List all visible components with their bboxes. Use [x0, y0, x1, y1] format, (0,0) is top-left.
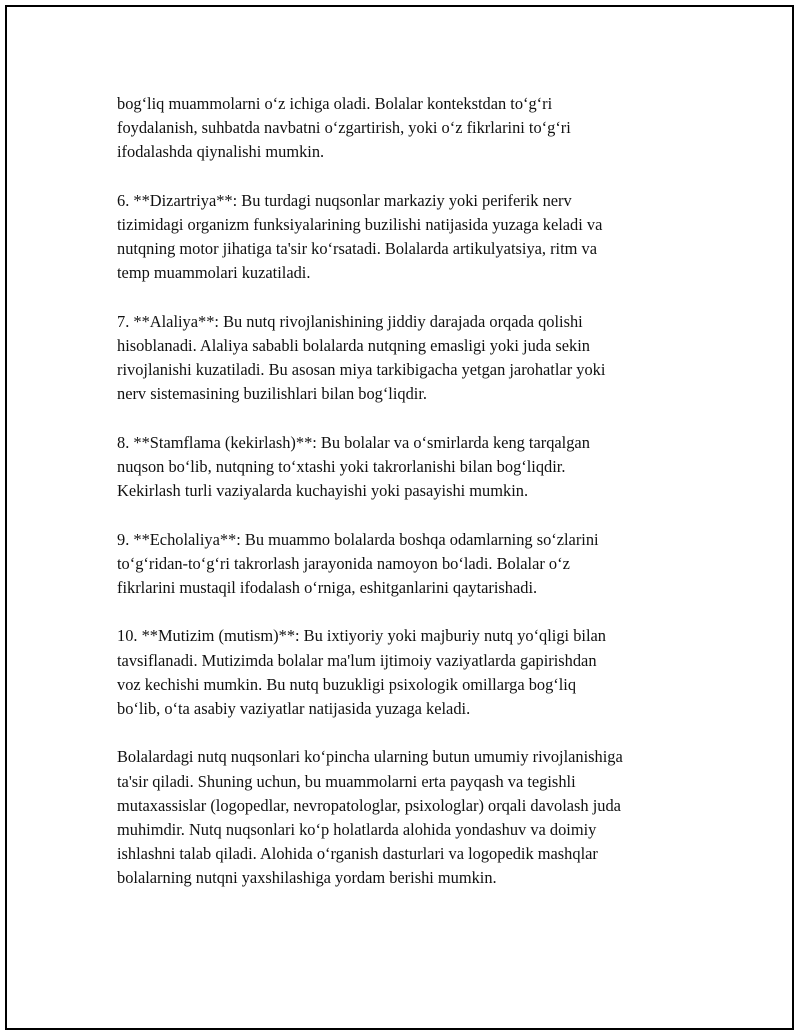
paragraph-echolaliya: 9. **Echolaliya**: Bu muammo bolalarda boshqa odamlarning so‘zlarini to‘g‘ridan-to‘g‘ri takrorlash jarayonida namoyon bo‘ladi. Bolalar o‘z fikrlarini mustaqil ifodalash o‘rniga, eshitganlarini qaytarishadi. — [117, 529, 599, 597]
document-body — [117, 92, 707, 915]
paragraph-mutizim: 10. **Mutizim (mutism)**: Bu ixtiyoriy yoki majburiy nutq yo‘qligi bilan tavsiflanadi. Mutizimda bolalar ma'lum ijtimoiy vaziyatlarda gapirishdan voz kechishi mumkin. Bu nutq buzukligi psixologik omillarga bog‘liq bo‘lib, o‘ta asabiy vaziyatlar natijasida yuzaga keladi. — [117, 626, 606, 718]
paragraph-intro-continuation: bog‘liq muammolarni o‘z ichiga oladi. Bolalar kontekstdan to‘g‘ri foydalanish, suhbatda navbatni o‘zgartirish, yoki o‘z fikrlarini to‘g‘ri ifodalashda qiynalishi mumkin. — [117, 94, 571, 162]
paragraph-stamflama: 8. **Stamflama (kekirlash)**: Bu bolalar va o‘smirlarda keng tarqalgan nuqson bo‘lib, nutqning to‘xtashi yoki takrorlanishi bilan bog‘liqdir. Kekirlash turli vaziyalarda kuchayishi yoki pasayishi mumkin. — [117, 432, 590, 501]
paragraph-alaliya: 7. **Alaliya**: Bu nutq rivojlanishining jiddiy darajada orqada qolishi hisoblanadi. Alaliya sababli bolalarda nutqning emasligi yoki juda sekin rivojlanishi kuzatiladi. Bu asosan miya tarkibigacha yetgan jarohatlar yoki nerv sistemasining buzilishlari bilan bog‘liqdir. — [117, 311, 606, 404]
paragraph-dizartriya: 6. **Dizartriya**: Bu turdagi nuqsonlar markaziy yoki periferik nerv tizimidagi organizm funksiyalarining buzilishi natijasida yuzaga keladi va nutqning motor jihatiga ta'sir ko‘rsatadi. Bolalarda artikulyatsiya, ritm va temp muammolari kuzatiladi. — [117, 190, 603, 283]
paragraph-conclusion: Bolalardagi nutq nuqsonlari ko‘pincha ularning butun umumiy rivojlanishiga ta'sir qiladi. Shuning uchun, bu muammolarni erta payqash va tegishli mutaxassislar (logopedlar, nevropatologlar, psixologlar) orqali davolash juda muhimdir. Nutq nuqsonlari ko‘p holatlarda alohida yondashuv va doimiy ishlashni talab qiladi. Alohida o‘rganish dasturlari va logopedik mashqlar bolalarning nutqni yaxshilashiga yordam berishi mumkin. — [117, 747, 623, 888]
